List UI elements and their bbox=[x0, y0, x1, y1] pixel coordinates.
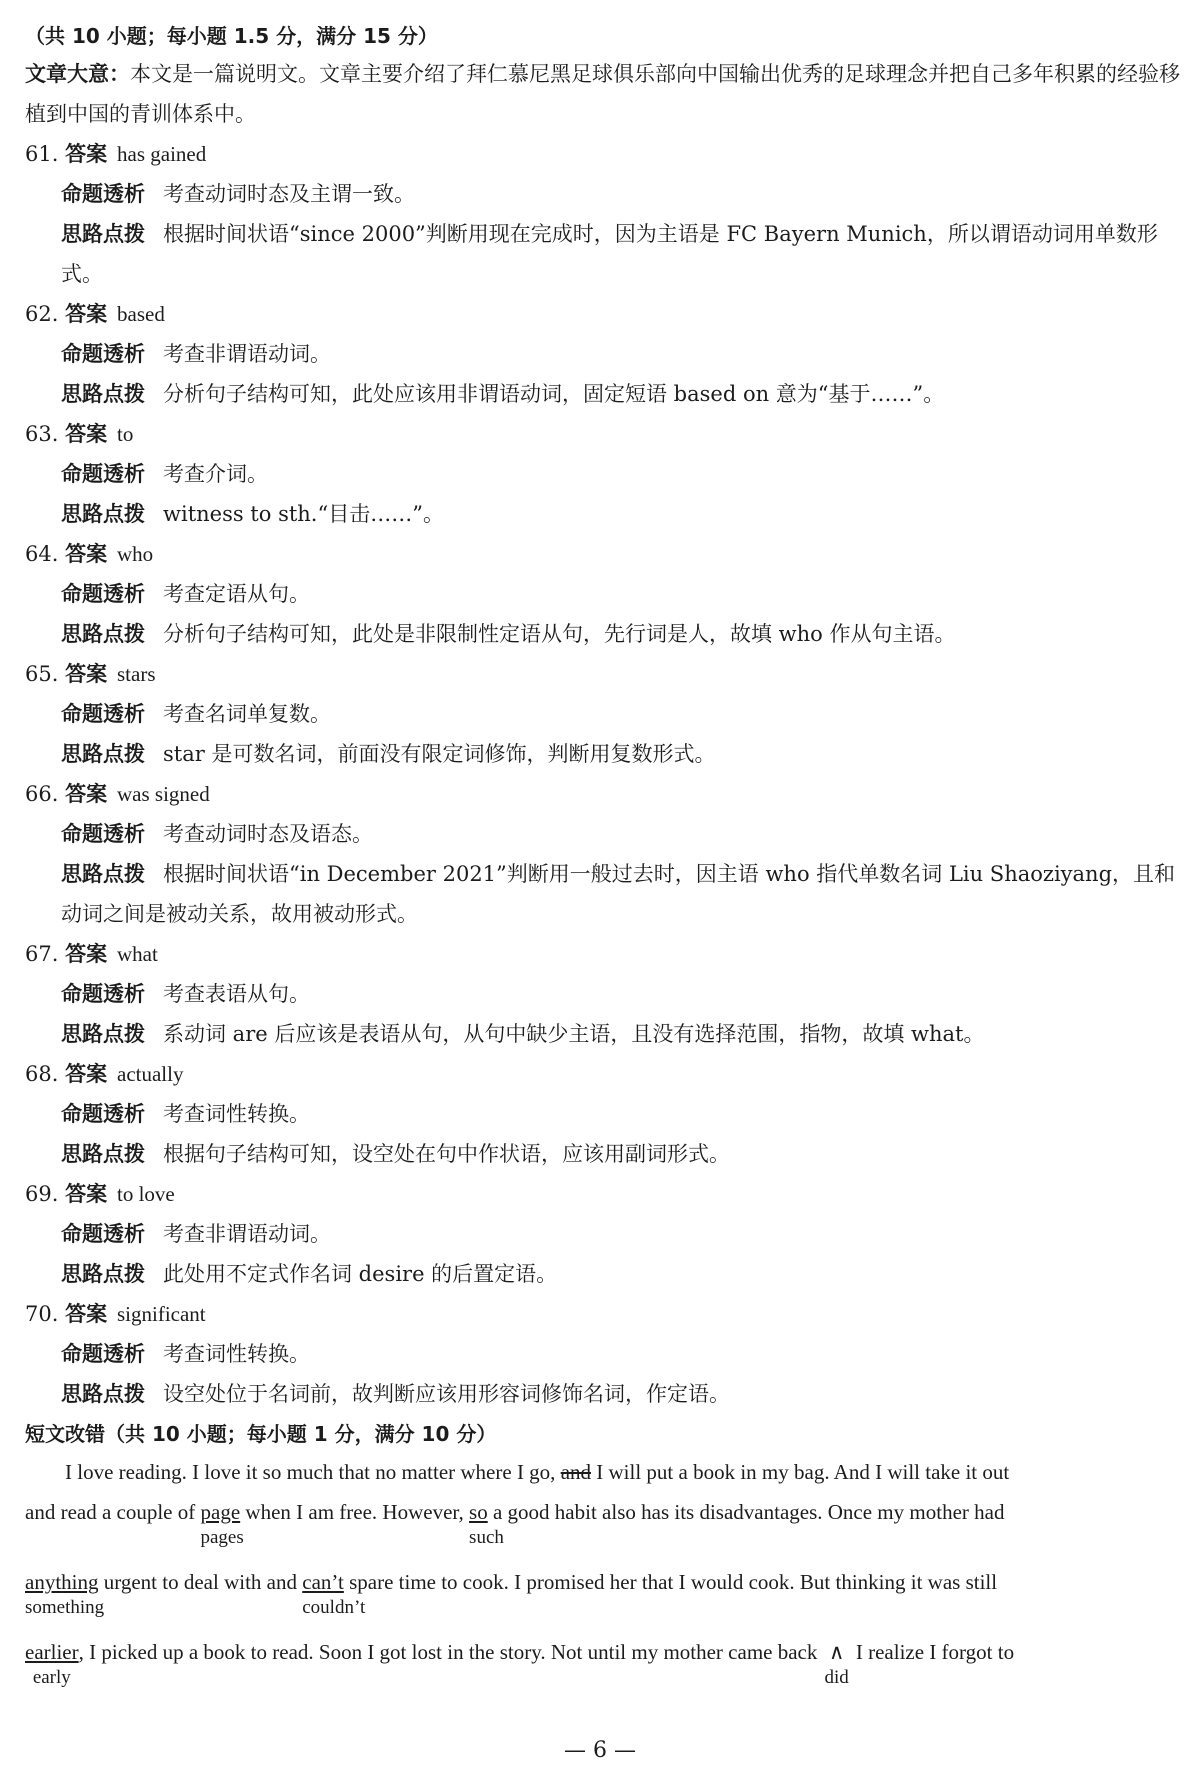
answer-row bbox=[25, 1294, 1183, 1334]
passage-line-4 bbox=[25, 1632, 1183, 1702]
answer-page bbox=[25, 18, 1183, 1702]
deleted-word: and bbox=[560, 1460, 592, 1484]
topic-row bbox=[25, 454, 1183, 494]
topic-label: 命题透析 bbox=[61, 462, 145, 486]
error-word: anything bbox=[25, 1570, 99, 1594]
answer-row bbox=[25, 1054, 1183, 1094]
hint-row bbox=[25, 854, 1183, 934]
passage-line-2 bbox=[25, 1492, 1183, 1562]
topic-text: 考查动词时态及主谓一致。 bbox=[163, 182, 415, 206]
topic-row bbox=[25, 574, 1183, 614]
inserted-word: did bbox=[824, 1667, 849, 1688]
answer-label: 答案 bbox=[65, 782, 108, 806]
caret-icon: ∧ bbox=[828, 1640, 845, 1664]
answer-label: 答案 bbox=[65, 302, 108, 326]
answer-row bbox=[25, 294, 1183, 334]
answer-item bbox=[25, 1054, 1183, 1174]
answer-value: to love bbox=[117, 1182, 175, 1206]
hint-row bbox=[25, 614, 1183, 654]
passage-text: and read a couple of bbox=[25, 1500, 196, 1524]
number: 67. bbox=[25, 942, 59, 966]
hint-text: 系动词 are 后应该是表语从句，从句中缺少主语，且没有选择范围，指物，故填 what。 bbox=[163, 1022, 985, 1046]
hint-label: 思路点拨 bbox=[61, 1382, 145, 1406]
answer-label: 答案 bbox=[65, 1302, 108, 1326]
topic-text: 考查介词。 bbox=[163, 462, 268, 486]
correction-mark bbox=[25, 1632, 79, 1688]
answer-label: 答案 bbox=[65, 942, 108, 966]
answer-label: 答案 bbox=[65, 422, 108, 446]
answer-item bbox=[25, 774, 1183, 934]
answer-label: 答案 bbox=[65, 1182, 108, 1206]
answer-value: based bbox=[117, 302, 165, 326]
answer-row bbox=[25, 414, 1183, 454]
page-number: — 6 — bbox=[564, 1738, 636, 1763]
hint-label: 思路点拨 bbox=[61, 222, 145, 246]
passage-text: urgent to deal with and bbox=[103, 1570, 297, 1594]
error-word: earlier bbox=[25, 1640, 79, 1664]
topic-row bbox=[25, 1094, 1183, 1134]
hint-text: 根据句子结构可知，设空处在句中作状语，应该用副词形式。 bbox=[163, 1142, 730, 1166]
item-number bbox=[25, 934, 117, 974]
answer-item bbox=[25, 134, 1183, 294]
passage-text: when I am free. However, bbox=[245, 1500, 464, 1524]
passage-text: I will put a book in my bag. And I will take it out bbox=[596, 1460, 1010, 1484]
answer-row bbox=[25, 134, 1183, 174]
topic-label: 命题透析 bbox=[61, 1222, 145, 1246]
answer-value: was signed bbox=[117, 782, 210, 806]
answer-value: actually bbox=[117, 1062, 184, 1086]
item-number bbox=[25, 774, 117, 814]
hint-row bbox=[25, 214, 1183, 294]
answer-label: 答案 bbox=[65, 1062, 108, 1086]
answer-item bbox=[25, 294, 1183, 414]
topic-row bbox=[25, 974, 1183, 1014]
number: 65. bbox=[25, 662, 59, 686]
hint-text: 分析句子结构可知，此处应该用非谓语动词，固定短语 based on 意为“基于……”。 bbox=[163, 382, 945, 406]
correction-mark bbox=[25, 1562, 105, 1618]
hint-row bbox=[25, 494, 1183, 534]
topic-text: 考查表语从句。 bbox=[163, 982, 310, 1006]
error-word: can’t bbox=[302, 1570, 344, 1594]
answer-label: 答案 bbox=[65, 662, 108, 686]
correction-passage bbox=[25, 1452, 1183, 1702]
answer-value: significant bbox=[117, 1302, 206, 1326]
item-number bbox=[25, 414, 117, 454]
topic-row bbox=[25, 174, 1183, 214]
topic-text: 考查词性转换。 bbox=[163, 1102, 310, 1126]
passage-text: I realize I forgot to bbox=[855, 1640, 1015, 1664]
passage-text: , I picked up a book to read. Soon I got lost in the story. Not until my mother came back bbox=[78, 1640, 818, 1664]
answer-value: has gained bbox=[117, 142, 207, 166]
error-word: so bbox=[469, 1500, 488, 1524]
passage-text: spare time to cook. I promised her that I would cook. But thinking it was still bbox=[349, 1570, 998, 1594]
answer-item bbox=[25, 414, 1183, 534]
hint-label: 思路点拨 bbox=[61, 622, 145, 646]
passage-line-1 bbox=[25, 1452, 1183, 1492]
answer-item bbox=[25, 1294, 1183, 1414]
hint-text: witness to sth.“目击……”。 bbox=[163, 502, 444, 526]
hint-label: 思路点拨 bbox=[61, 1142, 145, 1166]
item-number bbox=[25, 134, 117, 174]
answer-item bbox=[25, 934, 1183, 1054]
number: 68. bbox=[25, 1062, 59, 1086]
topic-text: 考查定语从句。 bbox=[163, 582, 310, 606]
correction-mark bbox=[200, 1492, 244, 1548]
topic-row bbox=[25, 1214, 1183, 1254]
number: 69. bbox=[25, 1182, 59, 1206]
topic-label: 命题透析 bbox=[61, 822, 145, 846]
error-word: page bbox=[200, 1500, 241, 1524]
topic-row bbox=[25, 1334, 1183, 1374]
item-number bbox=[25, 1054, 117, 1094]
answer-label: 答案 bbox=[65, 542, 108, 566]
topic-label: 命题透析 bbox=[61, 1342, 145, 1366]
answer-row bbox=[25, 654, 1183, 694]
hint-label: 思路点拨 bbox=[61, 742, 145, 766]
topic-text: 考查动词时态及语态。 bbox=[163, 822, 373, 846]
fixed-word: pages bbox=[200, 1527, 244, 1548]
topic-text: 考查非谓语动词。 bbox=[163, 1222, 331, 1246]
topic-label: 命题透析 bbox=[61, 342, 145, 366]
answer-row bbox=[25, 774, 1183, 814]
item-number bbox=[25, 1294, 117, 1334]
hint-text: star 是可数名词，前面没有限定词修饰，判断用复数形式。 bbox=[163, 742, 716, 766]
hint-text: 分析句子结构可知，此处是非限制性定语从句，先行词是人，故填 who 作从句主语。 bbox=[163, 622, 956, 646]
hint-row bbox=[25, 1254, 1183, 1294]
passage-text: a good habit also has its disadvantages. Once my mother had bbox=[492, 1500, 1005, 1524]
topic-text: 考查名词单复数。 bbox=[163, 702, 331, 726]
hint-text: 根据时间状语“in December 2021”判断用一般过去时，因主语 who 指代单数名词 Liu Shaoziyang，且和动词之间是被动关系，故用被动形式。 bbox=[61, 862, 1176, 926]
hint-label: 思路点拨 bbox=[61, 1262, 145, 1286]
number: 63. bbox=[25, 422, 59, 446]
answer-item bbox=[25, 654, 1183, 774]
passage-text: I love reading. I love it so much that no matter where I go, bbox=[65, 1460, 556, 1484]
correction-mark bbox=[469, 1492, 504, 1548]
correction-heading: 短文改错（共 10 小题；每小题 1 分，满分 10 分） bbox=[25, 1422, 497, 1446]
answer-value: who bbox=[117, 542, 154, 566]
answer-row bbox=[25, 1174, 1183, 1214]
answer-list bbox=[25, 134, 1183, 1414]
number: 70. bbox=[25, 1302, 59, 1326]
fixed-word: such bbox=[469, 1527, 504, 1548]
answer-row bbox=[25, 934, 1183, 974]
hint-text: 此处用不定式作名词 desire 的后置定语。 bbox=[163, 1262, 558, 1286]
topic-label: 命题透析 bbox=[61, 182, 145, 206]
answer-value: to bbox=[117, 422, 134, 446]
topic-label: 命题透析 bbox=[61, 982, 145, 1006]
hint-row bbox=[25, 1014, 1183, 1054]
hint-text: 设空处位于名词前，故判断应该用形容词修饰名词，作定语。 bbox=[163, 1382, 730, 1406]
item-number bbox=[25, 654, 117, 694]
hint-label: 思路点拨 bbox=[61, 382, 145, 406]
topic-row bbox=[25, 694, 1183, 734]
hint-label: 思路点拨 bbox=[61, 502, 145, 526]
item-number bbox=[25, 534, 117, 574]
topic-text: 考查词性转换。 bbox=[163, 1342, 310, 1366]
number: 64. bbox=[25, 542, 59, 566]
hint-row bbox=[25, 1374, 1183, 1414]
insert-mark bbox=[823, 1632, 851, 1688]
topic-row bbox=[25, 334, 1183, 374]
answer-value: what bbox=[117, 942, 158, 966]
correction-mark bbox=[302, 1562, 366, 1618]
fixed-word: early bbox=[32, 1667, 71, 1688]
topic-label: 命题透析 bbox=[61, 582, 145, 606]
answer-row bbox=[25, 534, 1183, 574]
hint-label: 思路点拨 bbox=[61, 1022, 145, 1046]
summary-label: 文章大意： bbox=[25, 62, 130, 86]
summary-text: 本文是一篇说明文。文章主要介绍了拜仁慕尼黑足球俱乐部向中国输出优秀的足球理念并把自己多年积累的经验移植到中国的青训体系中。 bbox=[25, 62, 1180, 126]
hint-row bbox=[25, 734, 1183, 774]
passage-line-3 bbox=[25, 1562, 1183, 1632]
answer-item bbox=[25, 1174, 1183, 1294]
section-header: （共 10 小题；每小题 1.5 分，满分 15 分） bbox=[25, 24, 438, 48]
fixed-word: couldn’t bbox=[302, 1597, 366, 1618]
number: 61. bbox=[25, 142, 59, 166]
topic-text: 考查非谓语动词。 bbox=[163, 342, 331, 366]
hint-text: 根据时间状语“since 2000”判断用现在完成时，因为主语是 FC Bayern Munich，所以谓语动词用单数形式。 bbox=[61, 222, 1158, 286]
hint-label: 思路点拨 bbox=[61, 862, 145, 886]
number: 62. bbox=[25, 302, 59, 326]
hint-row bbox=[25, 1134, 1183, 1174]
topic-label: 命题透析 bbox=[61, 702, 145, 726]
summary bbox=[25, 54, 1183, 134]
topic-label: 命题透析 bbox=[61, 1102, 145, 1126]
answer-item bbox=[25, 534, 1183, 654]
answer-value: stars bbox=[117, 662, 156, 686]
answer-label: 答案 bbox=[65, 142, 108, 166]
item-number bbox=[25, 1174, 117, 1214]
fixed-word: something bbox=[25, 1597, 105, 1618]
topic-row bbox=[25, 814, 1183, 854]
hint-row bbox=[25, 374, 1183, 414]
item-number bbox=[25, 294, 117, 334]
number: 66. bbox=[25, 782, 59, 806]
